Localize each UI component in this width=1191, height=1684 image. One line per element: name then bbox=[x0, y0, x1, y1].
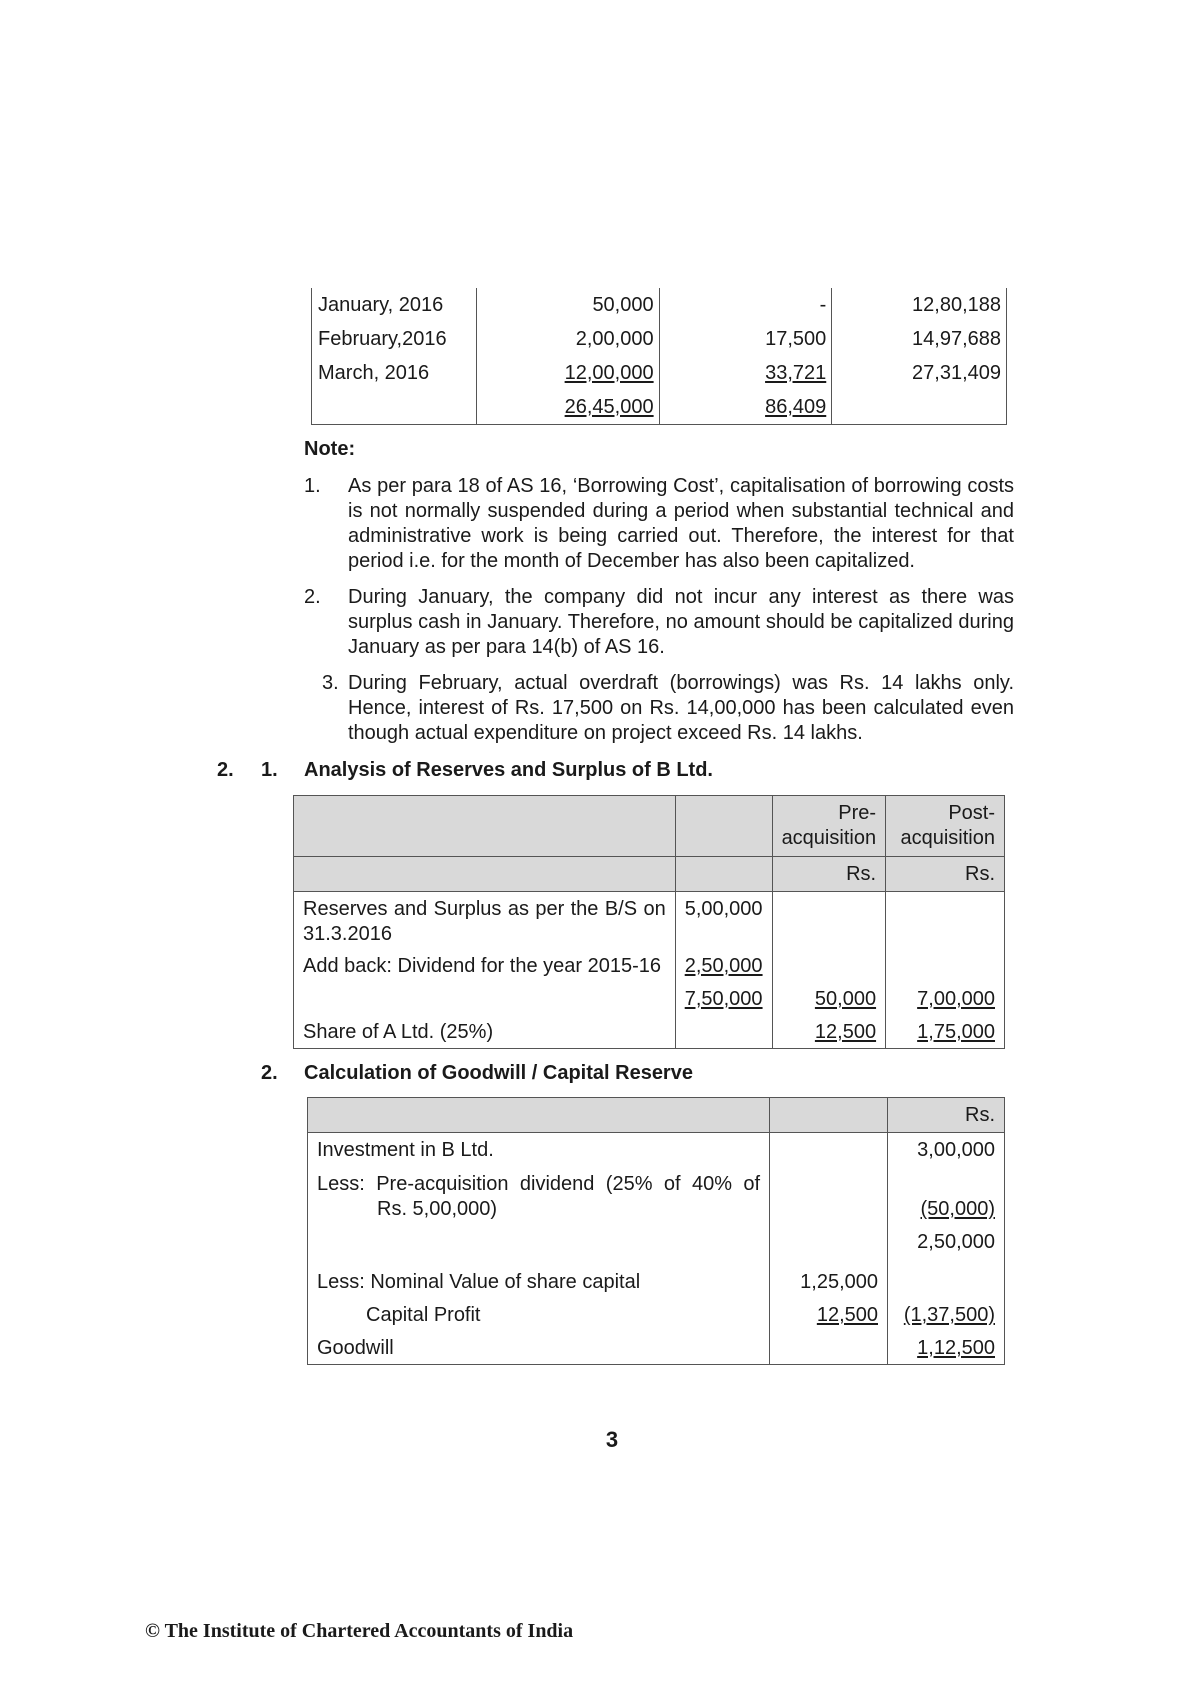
header-cell bbox=[294, 857, 676, 892]
less-dividend-value bbox=[888, 1163, 1005, 1222]
table-row bbox=[308, 1222, 1005, 1262]
note-number: 3. bbox=[322, 672, 339, 694]
note-number: 2. bbox=[304, 586, 321, 608]
borrowing-cost-table bbox=[311, 288, 1007, 425]
row-label: Investment in B Ltd. bbox=[308, 1133, 770, 1164]
subtotal-amount: 7,50,000 bbox=[675, 979, 772, 1012]
table-row bbox=[308, 1163, 1005, 1222]
page-number: 3 bbox=[605, 1427, 619, 1452]
nominal-value-amount: 1,25,000 bbox=[770, 1262, 888, 1295]
header-cell bbox=[308, 1098, 770, 1133]
empty-cell bbox=[770, 1133, 888, 1164]
empty-cell bbox=[772, 892, 886, 948]
row-label: Capital Profit bbox=[308, 1295, 770, 1328]
subsection-number: 2. bbox=[261, 1062, 278, 1084]
table-row bbox=[294, 892, 1005, 948]
empty-cell bbox=[312, 390, 477, 425]
table-row bbox=[294, 1012, 1005, 1049]
goodwill-label: Goodwill bbox=[308, 1328, 770, 1365]
total-interest: 86,409 bbox=[659, 390, 832, 425]
note-title: Note: bbox=[304, 438, 356, 460]
month-cell: February,2016 bbox=[312, 322, 477, 356]
less-dividend-label-a: Less: Pre-acquisition dividend (25% of 40% of bbox=[317, 1173, 761, 1195]
interest-cell: 17,500 bbox=[659, 322, 832, 356]
note-text: As per para 18 of AS 16, ‘Borrowing Cost’, capitalisation of borrowing costs is not normally suspended during a period when substantial technical and administrative work is being carried out. Therefore, the interest for that period i.e. for the month of December has also been capitalized. bbox=[348, 475, 1014, 572]
row-label: Less: Nominal Value of share capital bbox=[308, 1262, 770, 1295]
table-unit-row bbox=[294, 857, 1005, 892]
investment-value: 3,00,000 bbox=[888, 1133, 1005, 1164]
less-dividend-amount: (50,000) bbox=[920, 1198, 995, 1220]
table-row bbox=[294, 947, 1005, 979]
table-total-row bbox=[312, 390, 1007, 425]
empty-cell bbox=[832, 390, 1007, 425]
unit-post: Rs. bbox=[886, 857, 1005, 892]
subsection-title: Calculation of Goodwill / Capital Reserve bbox=[304, 1062, 693, 1084]
month-cell: January, 2016 bbox=[312, 288, 477, 322]
expenditure-cell: 12,00,000 bbox=[476, 356, 659, 390]
header-cell bbox=[294, 796, 676, 857]
expenditure-cell: 50,000 bbox=[476, 288, 659, 322]
capital-profit-value: (1,37,500) bbox=[888, 1295, 1005, 1328]
empty-cell bbox=[294, 979, 676, 1012]
interest-cell: - bbox=[659, 288, 832, 322]
row-label: Add back: Dividend for the year 2015-16 bbox=[294, 947, 676, 979]
note-number: 1. bbox=[304, 475, 321, 497]
less-dividend-label-b: Rs. 5,00,000) bbox=[377, 1198, 498, 1220]
share-pre: 12,500 bbox=[772, 1012, 886, 1049]
goodwill-table bbox=[307, 1097, 1005, 1365]
table-row bbox=[308, 1133, 1005, 1164]
goodwill-value: 1,12,500 bbox=[888, 1328, 1005, 1365]
interest-cell: 33,721 bbox=[659, 356, 832, 390]
expenditure-cell: 2,00,000 bbox=[476, 322, 659, 356]
share-post: 1,75,000 bbox=[886, 1012, 1005, 1049]
subtotal-post: 7,00,000 bbox=[886, 979, 1005, 1012]
header-cell bbox=[675, 857, 772, 892]
row-label bbox=[308, 1163, 770, 1222]
subtotal-pre: 50,000 bbox=[772, 979, 886, 1012]
capital-profit-amount: 12,500 bbox=[770, 1295, 888, 1328]
header-cell bbox=[770, 1098, 888, 1133]
table-header-row bbox=[294, 796, 1005, 857]
note-text: During February, actual overdraft (borrowings) was Rs. 14 lakhs only. Hence, interest of Rs. 17,500 on Rs. 14,00,000 has been calculated even though actual expenditure on project exceed Rs. 14 lakhs. bbox=[348, 672, 1014, 744]
table-row bbox=[312, 288, 1007, 322]
row-amount: 5,00,000 bbox=[675, 892, 772, 948]
row-label: Reserves and Surplus as per the B/S on 31.3.2016 bbox=[294, 892, 676, 948]
empty-cell bbox=[308, 1222, 770, 1262]
table-row bbox=[308, 1262, 1005, 1295]
table-total-row bbox=[308, 1328, 1005, 1365]
cumulative-cell: 12,80,188 bbox=[832, 288, 1007, 322]
share-label: Share of A Ltd. (25%) bbox=[294, 1012, 676, 1049]
empty-cell bbox=[886, 892, 1005, 948]
empty-cell bbox=[770, 1328, 888, 1365]
header-post-acquisition: Post-acquisition bbox=[886, 796, 1005, 857]
unit-pre: Rs. bbox=[772, 857, 886, 892]
table-row bbox=[308, 1295, 1005, 1328]
note-text: During January, the company did not incur any interest as there was surplus cash in January. Therefore, no amount should be capitalized during January as per para 14(b) of AS 16. bbox=[348, 586, 1014, 658]
header-cell bbox=[675, 796, 772, 857]
section-number: 2. bbox=[217, 759, 234, 781]
table-header-row bbox=[308, 1098, 1005, 1133]
row-amount: 2,50,000 bbox=[675, 947, 772, 979]
cumulative-cell: 14,97,688 bbox=[832, 322, 1007, 356]
empty-cell bbox=[770, 1163, 888, 1222]
empty-cell bbox=[886, 947, 1005, 979]
empty-cell bbox=[675, 1012, 772, 1049]
empty-cell bbox=[772, 947, 886, 979]
subsection-title: Analysis of Reserves and Surplus of B Ltd. bbox=[304, 759, 713, 781]
empty-cell bbox=[770, 1222, 888, 1262]
total-expenditure: 26,45,000 bbox=[476, 390, 659, 425]
subsection-number: 1. bbox=[261, 759, 278, 781]
table-row bbox=[312, 356, 1007, 390]
reserves-analysis-table bbox=[293, 795, 1005, 1049]
cumulative-cell: 27,31,409 bbox=[832, 356, 1007, 390]
table-row bbox=[312, 322, 1007, 356]
header-pre-acquisition: Pre-acquisition bbox=[772, 796, 886, 857]
table-subtotal-row bbox=[294, 979, 1005, 1012]
net-value: 2,50,000 bbox=[888, 1222, 1005, 1262]
month-cell: March, 2016 bbox=[312, 356, 477, 390]
footer-copyright: © The Institute of Chartered Accountants of India bbox=[145, 1620, 574, 1642]
empty-cell bbox=[888, 1262, 1005, 1295]
unit-header: Rs. bbox=[888, 1098, 1005, 1133]
